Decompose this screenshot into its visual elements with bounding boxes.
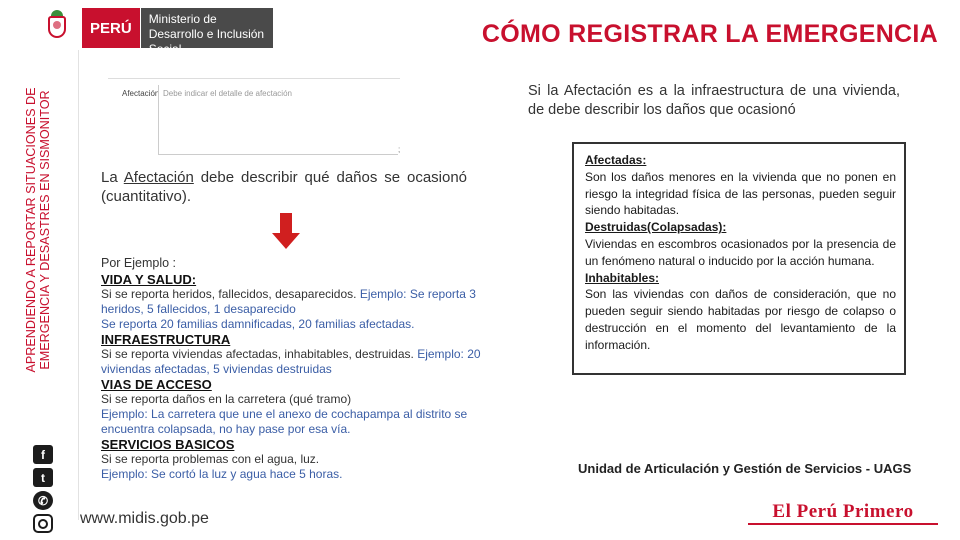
afectacion-description xyxy=(101,168,467,206)
section-text: Si se reporta heridos, fallecidos, desaparecidos. Ejemplo: Se reporta 3 heridos, 5 fallecidos, 1 desaparecido xyxy=(101,287,476,316)
definition-text: Son los daños menores en la vivienda que no ponen en riesgo la integridad física de las personas, pueden seguir siendo habitadas. xyxy=(585,169,896,218)
down-arrow-icon xyxy=(272,213,300,251)
definition-inhabitables xyxy=(585,270,896,354)
section-example-2: Se reporta 20 familias damnificadas, 20 familias afectadas. xyxy=(101,317,415,331)
section-example: Ejemplo: La carretera que une el anexo de cochapampa al distrito se encuentra colapsada, no hay pase por esa vía. xyxy=(101,407,468,436)
definition-text: Son las viviendas con daños de consideración, que no pueden seguir siendo habitadas por riesgo de colapso o destrucción en el momento del levantamiento de la información. xyxy=(585,287,896,352)
sidebar-vertical-title xyxy=(24,60,68,400)
midis-logo xyxy=(40,8,273,56)
section-text: Si se reporta daños en la carretera (qué tramo) xyxy=(101,392,352,406)
definition-heading: Inhabitables: xyxy=(585,270,660,285)
section-heading: SERVICIOS BASICOS xyxy=(101,437,235,452)
peru-label: PERÚ xyxy=(82,8,141,48)
form-field-placeholder: Debe indicar el detalle de afectación xyxy=(163,89,292,98)
right-intro-text: Si la Afectación es a la infraestructura de una vivienda, de debe describir los daños que ocasionó xyxy=(528,83,900,118)
whatsapp-icon[interactable]: ✆ xyxy=(33,491,53,510)
facebook-icon[interactable]: f xyxy=(33,445,53,464)
peru-primero-logo: El Perú Primero xyxy=(748,499,938,525)
definition-destruidas xyxy=(585,219,896,269)
desc-rest: debe describir qué daños se ocasionó (cuantitativo). xyxy=(101,169,468,205)
examples-section xyxy=(101,256,521,482)
section-servicios-basicos xyxy=(101,437,521,482)
sidebar-divider xyxy=(78,50,79,520)
definition-heading: Afectadas: xyxy=(585,153,647,167)
desc-prefix: La xyxy=(101,169,118,186)
section-example: Ejemplo: 20 viviendas afectadas, 5 viviendas destruidas xyxy=(101,347,481,376)
section-vida-salud xyxy=(101,272,521,332)
definition-text: Viviendas en escombros ocasionados por la presencia de un fenómeno natural o inducido por la acción humana. xyxy=(585,236,896,268)
example-intro: Por Ejemplo : xyxy=(101,256,177,270)
coat-of-arms-icon xyxy=(40,10,74,46)
section-example: Ejemplo: Se cortó la luz y agua hace 5 horas. xyxy=(101,467,343,481)
section-example: Ejemplo: Se reporta 3 heridos, 5 fallecidos, 1 desaparecido xyxy=(101,287,476,316)
website-link[interactable]: www.midis.gob.pe xyxy=(80,510,209,527)
desc-keyword: Afectación xyxy=(123,169,194,186)
ministry-label: Ministerio de Desarrollo e Inclusión Social xyxy=(141,8,273,48)
section-text: Si se reporta viviendas afectadas, inhabitables, destruidas. Ejemplo: 20 viviendas afectadas, 5 viviendas destruidas xyxy=(101,347,481,376)
twitter-icon[interactable]: t xyxy=(33,468,53,487)
section-heading: INFRAESTRUCTURA xyxy=(101,332,231,347)
definitions-box xyxy=(572,142,906,375)
instagram-icon[interactable] xyxy=(33,514,53,533)
section-infraestructura xyxy=(101,332,521,377)
form-resize-mark: ; xyxy=(398,145,401,154)
section-text: Si se reporta problemas con el agua, luz. xyxy=(101,452,320,466)
sidebar-vertical-line-1: APRENDIENDO A REPORTAR SITUACIONES DE xyxy=(24,87,38,373)
form-field-label: Afectación xyxy=(122,89,160,98)
section-vias-acceso xyxy=(101,377,521,437)
form-screenshot xyxy=(108,78,400,156)
definition-heading: Destruidas(Colapsadas): xyxy=(585,220,727,235)
social-icons xyxy=(33,445,55,533)
unit-footer: Unidad de Articulación y Gestión de Servicios - UAGS xyxy=(578,461,912,476)
section-heading: VIAS DE ACCESO xyxy=(101,377,212,392)
definition-afectadas xyxy=(585,152,896,219)
sidebar-vertical-line-2: EMERGENCIA Y DESASTRES EN SISMONITOR xyxy=(38,90,52,370)
section-heading: VIDA Y SALUD: xyxy=(101,272,197,287)
page-title: CÓMO REGISTRAR LA EMERGENCIA xyxy=(481,20,938,48)
